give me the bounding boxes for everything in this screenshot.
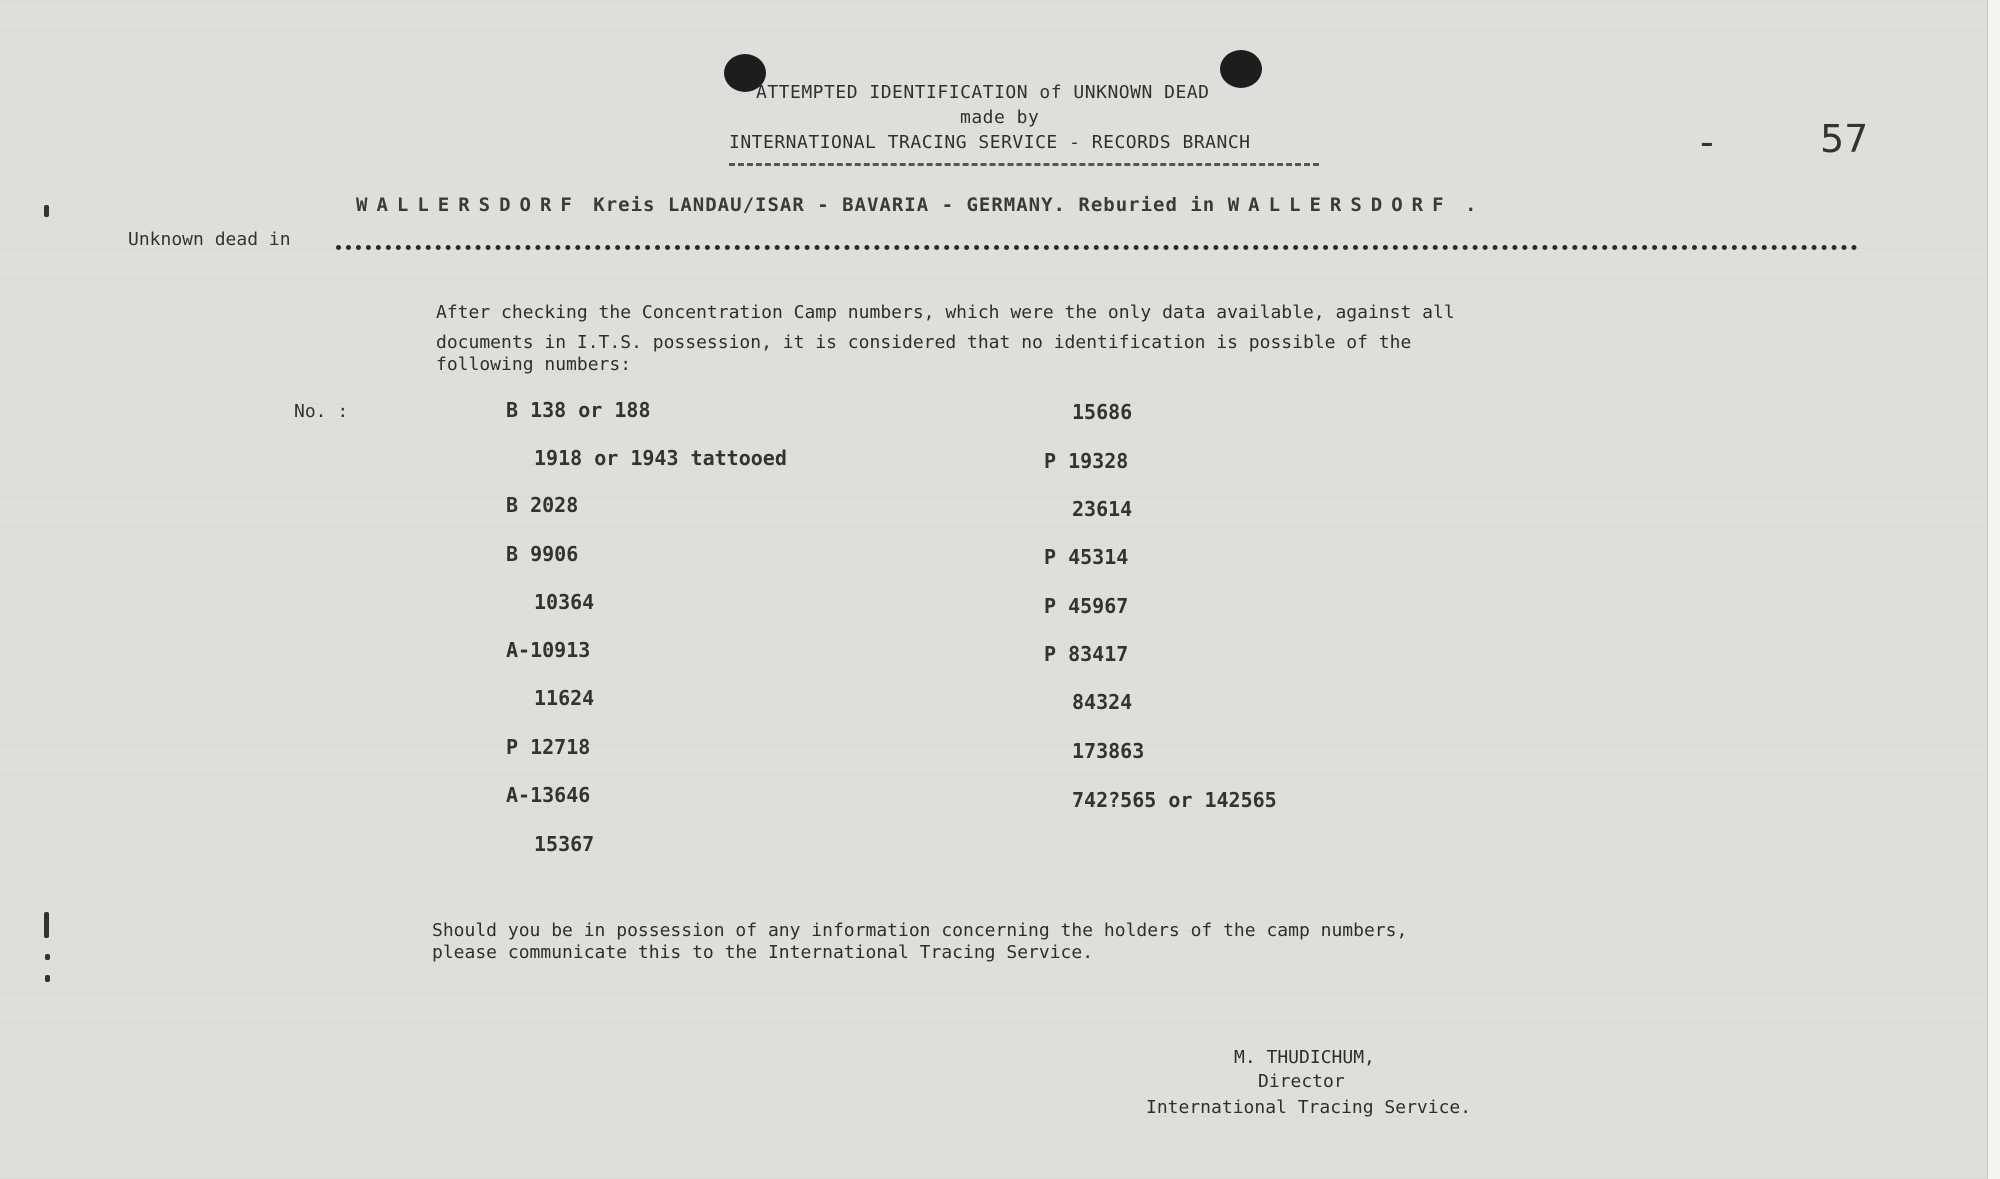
camp-number-left: P 12718 (506, 735, 591, 759)
dotted-fill-line (336, 245, 1858, 250)
camp-number-right: P 83417 (1044, 642, 1129, 666)
camp-number-right: 173863 (1072, 739, 1145, 763)
signature-name: M. THUDICHUM, (1234, 1047, 1375, 1068)
page-edge (1987, 0, 2000, 1179)
header-title: ATTEMPTED IDENTIFICATION of UNKNOWN DEAD (756, 82, 1210, 103)
camp-number-right: 23614 (1072, 497, 1133, 521)
header-organization: INTERNATIONAL TRACING SERVICE - RECORDS BRANCH (729, 132, 1251, 153)
numbers-label: No. : (294, 401, 349, 422)
location-district: Kreis LANDAU/ISAR - BAVARIA - GERMANY. Reburied in (593, 194, 1216, 216)
camp-number-left: A-10913 (506, 638, 591, 662)
location-reburied-town: WALLERSDORF (1227, 194, 1453, 216)
camp-number-right: P 19328 (1044, 449, 1129, 473)
camp-number-left: B 9906 (506, 542, 579, 566)
margin-mark (44, 912, 49, 938)
margin-mark (45, 954, 50, 960)
location-line (356, 194, 1477, 216)
camp-number-left: 11624 (534, 686, 595, 710)
intro-paragraph-line-1: After checking the Concentration Camp numbers, which were the only data available, against all (436, 302, 1455, 323)
intro-paragraph-line-3: following numbers: (436, 354, 632, 375)
camp-number-left: 1918 or 1943 tattooed (534, 446, 787, 470)
punch-hole-right (1220, 50, 1262, 88)
camp-number-left: 15367 (534, 832, 595, 856)
camp-number-right: 742?565 or 142565 (1072, 788, 1277, 812)
margin-mark (45, 975, 50, 982)
camp-number-right: P 45314 (1044, 545, 1129, 569)
margin-mark (44, 205, 49, 217)
page-dash: - (1700, 120, 1714, 164)
signature-title: Director (1258, 1071, 1345, 1092)
closing-paragraph-line-1: Should you be in possession of any information concerning the holders of the camp numbers, (432, 920, 1408, 941)
page-number: 57 (1820, 117, 1869, 161)
header-made-by: made by (960, 107, 1040, 128)
unknown-dead-label: Unknown dead in (128, 229, 291, 250)
camp-number-left: 10364 (534, 590, 595, 614)
camp-number-left: B 2028 (506, 493, 579, 517)
intro-paragraph-line-2: documents in I.T.S. possession, it is considered that no identification is possible of the (436, 332, 1412, 353)
header-underline (729, 163, 1319, 166)
location-town: WALLERSDORF (356, 194, 581, 216)
closing-paragraph-line-2: please communicate this to the International Tracing Service. (432, 942, 1094, 963)
location-end: . (1465, 194, 1478, 216)
camp-number-left: A-13646 (506, 783, 591, 807)
signature-organization: International Tracing Service. (1146, 1097, 1472, 1118)
camp-number-right: 84324 (1072, 690, 1133, 714)
camp-number-right: 15686 (1072, 400, 1133, 424)
camp-number-right: P 45967 (1044, 594, 1129, 618)
camp-number-left: B 138 or 188 (506, 398, 651, 422)
